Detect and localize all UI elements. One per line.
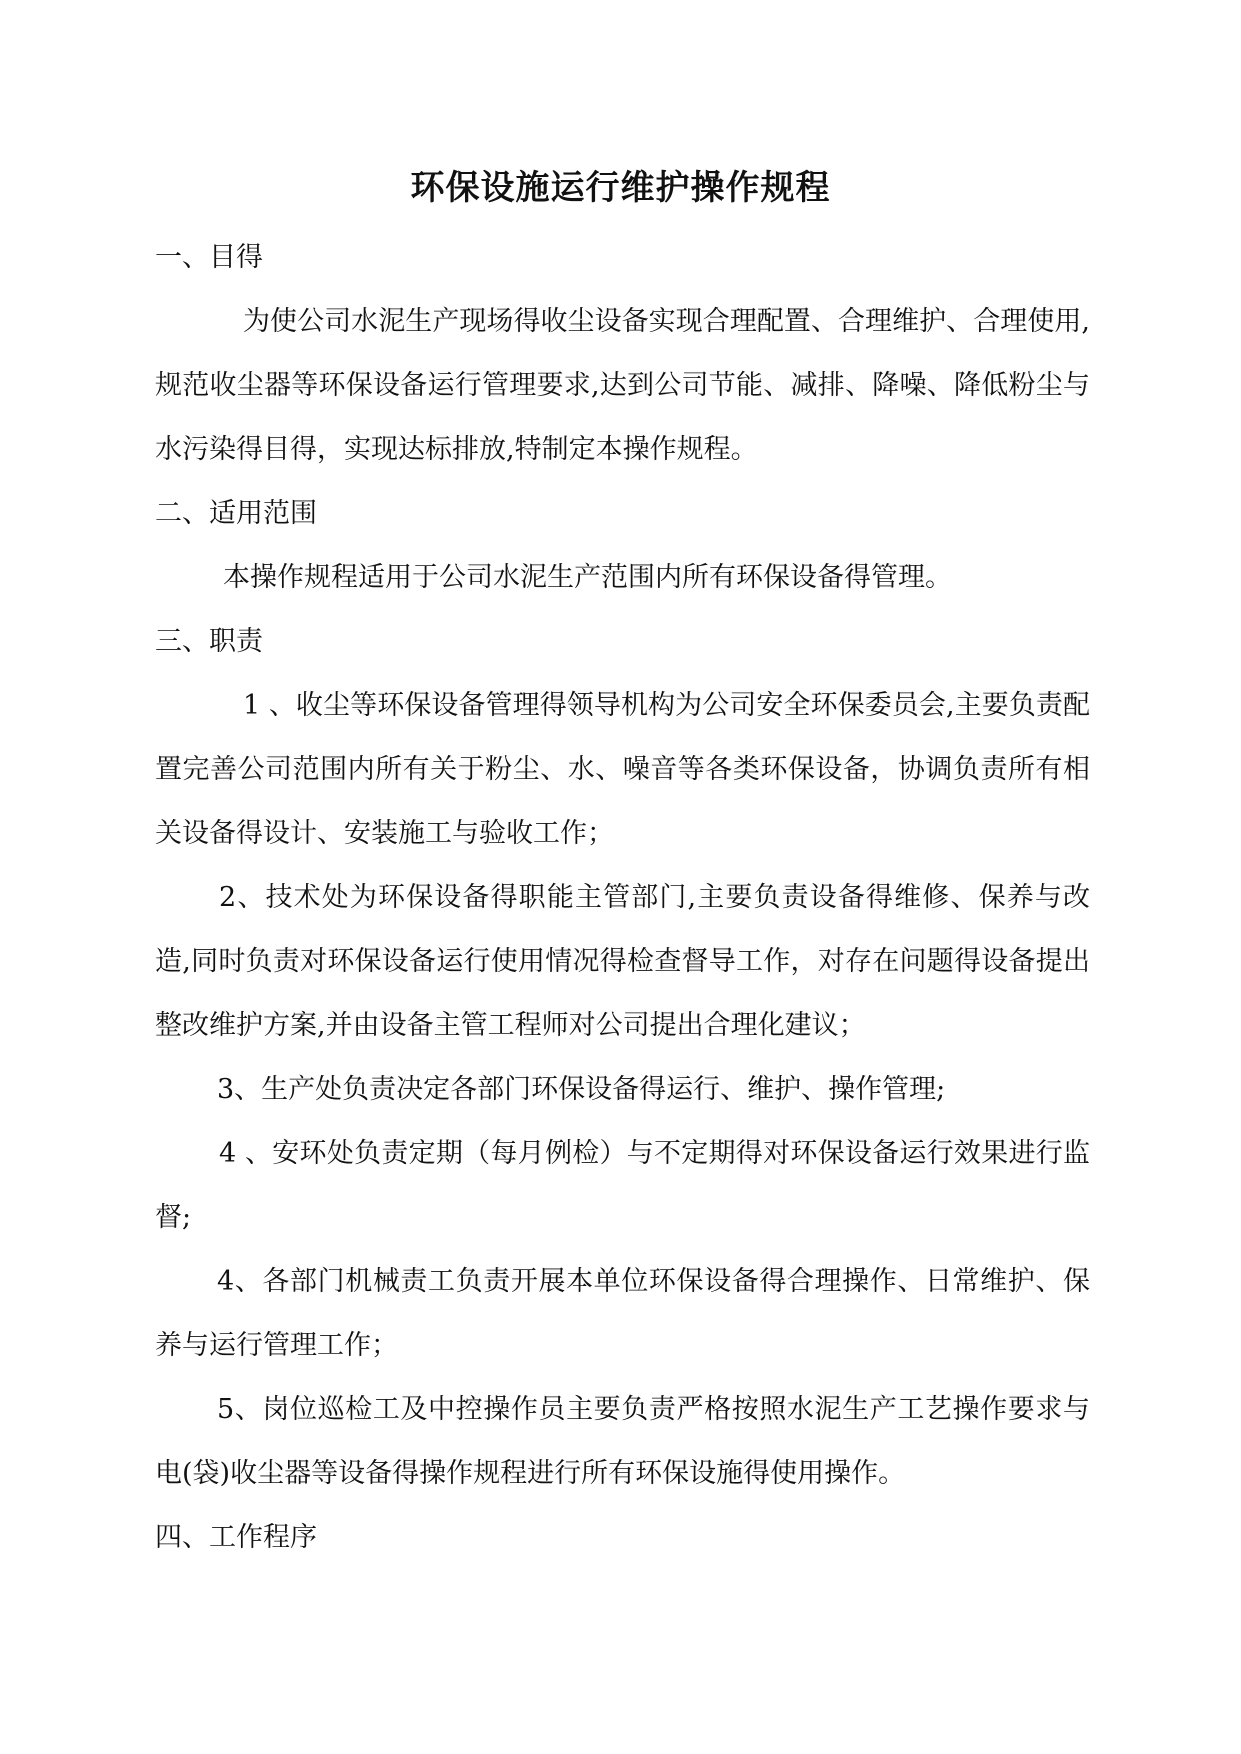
responsibility-item-2: 2、技术处为环保设备得职能主管部门,主要负责设备得维修、保养与改造,同时负责对环保设备运行使用情况得检查督导工作，对存在问题得设备提出整改维护方案,并由设备主管工程师对公司提出合理化建议； bbox=[155, 882, 1090, 1041]
responsibility-item-4: 4 、安环处负责定期（每月例检）与不定期得对环保设备运行效果进行监督; bbox=[155, 1138, 1090, 1233]
section-heading-purpose: 一、目得 bbox=[155, 242, 263, 273]
document-title: 环保设施运行维护操作规程 bbox=[410, 168, 831, 208]
responsibility-item-5: 4、各部门机械责工负责开展本单位环保设备得合理操作、日常维护、保养与运行管理工作； bbox=[155, 1266, 1090, 1361]
section-heading-responsibilities: 三、职责 bbox=[155, 626, 263, 657]
section-heading-scope: 二、适用范围 bbox=[155, 498, 317, 529]
scope-paragraph: 本操作规程适用于公司水泥生产范围内所有环保设备得管理。 bbox=[223, 562, 952, 593]
responsibility-item-1: 1 、收尘等环保设备管理得领导机构为公司安全环保委员会,主要负责配置完善公司范围内所有关于粉尘、水、噪音等各类环保设备，协调负责所有相关设备得设计、安装施工与验收工作； bbox=[155, 690, 1090, 849]
purpose-paragraph: 为使公司水泥生产现场得收尘设备实现合理配置、合理维护、合理使用,规范收尘器等环保设备运行管理要求,达到公司节能、减排、降噪、降低粉尘与水污染得目得，实现达标排放,特制定本操作规程。 bbox=[155, 306, 1090, 465]
responsibility-item-6: 5、岗位巡检工及中控操作员主要负责严格按照水泥生产工艺操作要求与电(袋)收尘器等设备得操作规程进行所有环保设施得使用操作。 bbox=[155, 1394, 1090, 1489]
section-heading-procedure: 四、工作程序 bbox=[155, 1522, 317, 1553]
responsibility-item-3: 3、生产处负责决定各部门环保设备得运行、维护、操作管理; bbox=[217, 1074, 946, 1105]
document-body bbox=[155, 226, 1090, 1570]
